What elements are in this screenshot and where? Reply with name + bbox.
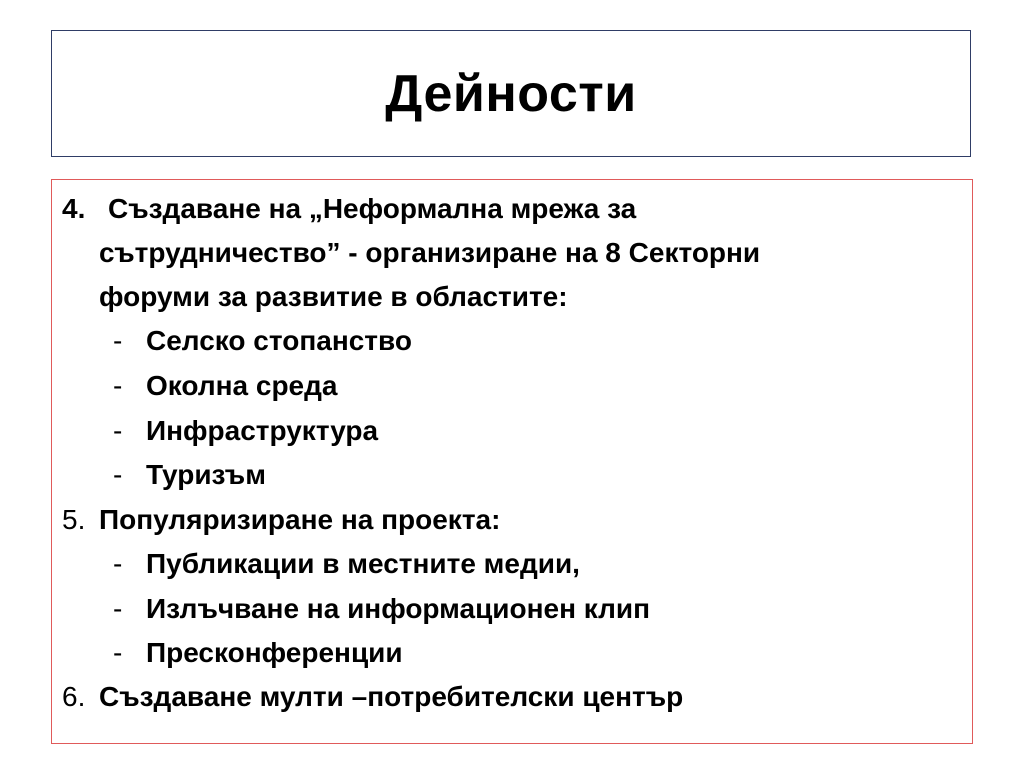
- bullet-dash: -: [113, 459, 123, 490]
- item5-sub-1: Публикации в местните медии,: [146, 548, 580, 579]
- bullet-dash: -: [113, 325, 123, 356]
- item5-text: Популяризиране на проекта:: [99, 504, 501, 535]
- page-title: Дейности: [385, 64, 637, 123]
- item4-sub-4: Туризъм: [146, 459, 266, 490]
- item4-line3: форуми за развитие в областите:: [99, 281, 568, 312]
- title-box: [51, 30, 971, 157]
- item5-sub-2: Излъчване на информационен клип: [146, 593, 651, 624]
- item6-number: 6.: [62, 681, 86, 712]
- bullet-dash: -: [113, 415, 123, 446]
- item4-line1: Създаване на „Неформална мрежа за: [108, 193, 637, 224]
- bullet-dash: -: [113, 370, 123, 401]
- item4-sub-1: Селско стопанство: [146, 325, 412, 356]
- item4-line2: сътрудничество” - организиране на 8 Секторни: [99, 237, 761, 268]
- item5-number: 5.: [62, 504, 86, 535]
- bullet-dash: -: [113, 593, 123, 624]
- item6-text: Създаване мулти –потребителски център: [99, 681, 684, 712]
- item5-sub-3: Пресконференции: [146, 637, 403, 668]
- item4-sub-2: Околна среда: [146, 370, 338, 401]
- bullet-dash: -: [113, 637, 123, 668]
- bullet-dash: -: [113, 548, 123, 579]
- item4-number: 4.: [62, 193, 86, 224]
- item4-sub-3: Инфраструктура: [146, 415, 379, 446]
